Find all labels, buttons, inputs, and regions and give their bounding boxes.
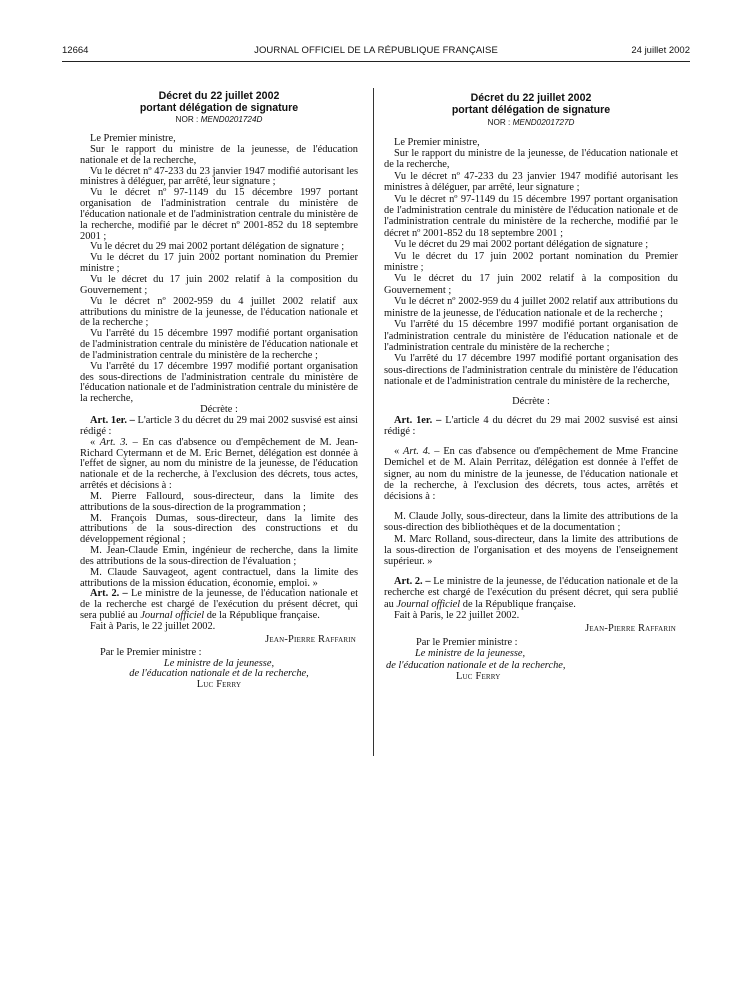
list-item: M. Jean-Claude Emin, ingénieur de recherche, dans la limite des attributions de la sous-direction de l'évaluation ; [80, 545, 358, 567]
paragraph: Vu le décret nº 2002-959 du 4 juillet 2002 relatif aux attributions du ministre de la jeunesse, de l'éducation nationale et de la recherche ; [384, 296, 678, 319]
signature-by: Par le Premier ministre : [100, 646, 202, 658]
list-item: M. Claude Sauvageot, agent contractuel, dans la limite des attributions de la mission éducation, économie, emploi. » [80, 566, 358, 589]
paragraph: Vu le décret nº 97-1149 du 15 décembre 1997 portant organisation de l'administration centrale du ministère de l'éducation nationale et de l'administration centrale du ministère de la recherche, modifié par le décret nº 2001-852 du 18 septembre 2001 ; [384, 193, 678, 239]
nor-reference: NOR : MEND0201727D [487, 118, 575, 128]
article-2: Art. 2. – Le ministre de la jeunesse, de l'éducation nationale et de la recherche est chargé de l'exécution du présent décret, qui sera publié au Journal officiel de la République française. [384, 575, 678, 610]
minister-title: Le ministre de la jeunesse, [163, 657, 275, 669]
minister-name: Luc Ferry [196, 679, 242, 691]
minister-title: de l'éducation nationale et de la recherche, [129, 668, 309, 680]
signatory-name: Jean-Pierre Raffarin [585, 623, 676, 635]
article-2: Art. 2. – Le ministre de la jeunesse, de l'éducation nationale et de la recherche est chargé de l'exécution du présent décret, qui sera publié au Journal officiel de la République française. [80, 588, 358, 622]
paragraph: Vu le décret du 17 juin 2002 portant nomination du Premier ministre ; [384, 250, 678, 274]
place-date: Fait à Paris, le 22 juillet 2002. [394, 610, 520, 622]
column-divider [373, 88, 374, 756]
issue-date: 24 juillet 2002 [631, 45, 690, 56]
spacer [384, 503, 678, 511]
journal-title: JOURNAL OFFICIEL DE LA RÉPUBLIQUE FRANÇAISE [254, 45, 498, 56]
list-item: M. Claude Jolly, sous-directeur, dans la limite des attributions de la sous-direction des bibliothèques et de la documentation ; [384, 510, 678, 534]
paragraph: Sur le rapport du ministre de la jeunesse, de l'éducation nationale et de la recherche, [384, 148, 678, 171]
list-item: M. Marc Rolland, sous-directeur, dans la limite des attributions de la sous-direction de l'organisation et des moyens de l'enseignement supérieur. » [384, 533, 678, 568]
spacer [384, 568, 678, 576]
spacer [384, 438, 678, 446]
signature-by: Par le Premier ministre : [416, 636, 518, 648]
header-rule [62, 61, 690, 62]
page-number: 12664 [62, 45, 89, 56]
paragraph: Vu le décret du 29 mai 2002 portant délégation de signature ; [394, 239, 649, 251]
article-quote: « Art. 3. – En cas d'absence ou d'empêchement de M. Jean-Richard Cytermann et de M. Eric Bernet, délégation est donnée à l'effet de signer, au nom du ministre de la jeunesse, de l'éducation nationale et de la recherche, à l'exclusion des décrets, tous actes, arrêtés et décisions à : [80, 436, 358, 492]
decrete-heading: Décrète : [512, 395, 550, 407]
paragraph: Vu l'arrêté du 17 décembre 1997 modifié portant organisation des sous-directions de l'administration centrale du ministère de l'éducation nationale et de l'administration centrale du ministère de la recherche, [80, 360, 358, 405]
decree-title: Décret du 22 juillet 2002 portant délégation de signature [451, 92, 611, 116]
paragraph: Vu l'arrêté du 17 décembre 1997 modifié portant organisation des sous-directions de l'administration centrale du ministère de l'éducation nationale et de l'administration centrale du ministère de la recherche, [384, 353, 678, 388]
minister-name: Luc Ferry [456, 671, 501, 683]
paragraph: Le Premier ministre, [90, 133, 176, 145]
list-item: M. Pierre Fallourd, sous-directeur, dans la limite des attributions de la sous-direction de la programmation ; [80, 490, 358, 513]
article-1: Art. 1er. – L'article 3 du décret du 29 mai 2002 susvisé est ainsi rédigé : [80, 414, 358, 437]
minister-title: de l'éducation nationale et de la recherche, [386, 659, 566, 671]
decrete-heading: Décrète : [200, 404, 238, 416]
paragraph: Vu le décret du 17 juin 2002 portant nomination du Premier ministre ; [80, 252, 358, 275]
article-quote: « Art. 4. – En cas d'absence ou d'empêchement de Mme Francine Demichel et de M. Alain Perritaz, délégation est donnée à l'effet de signer, au nom du ministre de la jeunesse, de l'éducation nationale et de la recherche, à l'exclusion des décrets, tous actes, arrêtés et décisions à : [384, 445, 678, 503]
minister-title: Le ministre de la jeunesse, [415, 648, 526, 660]
paragraph: Le Premier ministre, [394, 136, 480, 148]
paragraph: Vu le décret nº 47-233 du 23 janvier 1947 modifié autorisant les ministres à déléguer, par arrêté, leur signature ; [384, 170, 678, 194]
decree-left [80, 91, 358, 691]
list-item: M. François Dumas, sous-directeur, dans la limite des attributions de la sous-direction des constructions et du développement régional ; [80, 512, 358, 546]
signatory-name: Jean-Pierre Raffarin [265, 633, 356, 645]
place-date: Fait à Paris, le 22 juillet 2002. [90, 621, 216, 632]
decree-title: Décret du 22 juillet 2002 portant délégation de signature [139, 90, 299, 114]
paragraph: Vu l'arrêté du 15 décembre 1997 modifié portant organisation de l'administration centrale du ministère de l'éducation nationale et de l'administration centrale du ministère de la recherche ; [384, 319, 678, 353]
spacer [384, 388, 678, 396]
paragraph: Vu l'arrêté du 15 décembre 1997 modifié portant organisation de l'administration centrale du ministère de l'éducation nationale et de l'administration centrale du ministère de la recherche ; [80, 328, 358, 361]
spacer [384, 407, 678, 415]
paragraph: Vu le décret du 17 juin 2002 relatif à la composition du Gouvernement ; [384, 273, 678, 296]
paragraph: Vu le décret nº 2002-959 du 4 juillet 2002 relatif aux attributions du ministre de la jeunesse, de l'éducation nationale et de la recherche ; [80, 295, 358, 329]
paragraph: Vu le décret nº 47-233 du 23 janvier 1947 modifié autorisant les ministres à déléguer, par arrêté, leur signature ; [80, 165, 358, 188]
paragraph: Vu le décret nº 97-1149 du 15 décembre 1997 portant organisation de l'administration centrale du ministère de l'éducation nationale et de l'administration centrale du ministère de la recherche, modifié par le décret nº 2001-852 du 18 septembre 2001 ; [80, 187, 358, 242]
paragraph: Vu le décret du 17 juin 2002 relatif à la composition du Gouvernement ; [80, 274, 358, 296]
article-1: Art. 1er. – L'article 4 du décret du 29 mai 2002 susvisé est ainsi rédigé : [384, 414, 678, 438]
paragraph: Sur le rapport du ministre de la jeunesse, de l'éducation nationale et de la recherche, [80, 143, 358, 166]
decree-right [384, 93, 678, 682]
page-header [62, 45, 690, 59]
paragraph: Vu le décret du 29 mai 2002 portant délégation de signature ; [90, 241, 345, 253]
nor-reference: NOR : MEND0201724D [175, 115, 263, 125]
